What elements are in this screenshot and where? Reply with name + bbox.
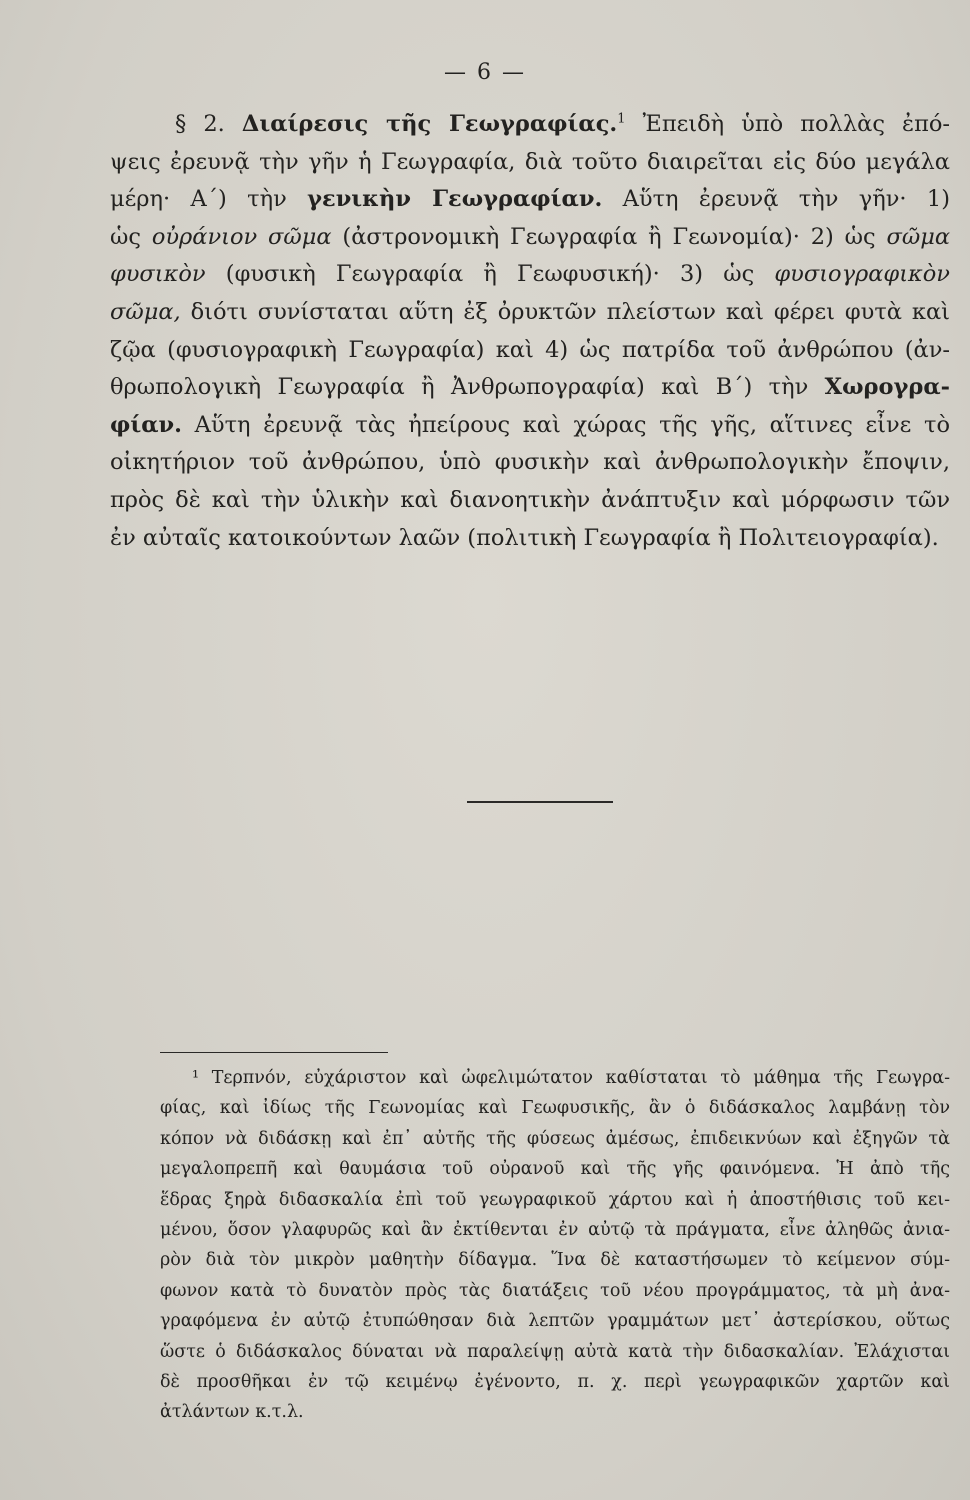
text-segment: (φυσικὴ Γεωγραφία ἢ Γεωφυσική)· 3) ὡς: [205, 261, 775, 288]
text-segment: φυσικὸν: [110, 261, 206, 288]
text-segment: ζῷα (φυσιογραφικὴ Γεωγραφία) καὶ 4) ὡς πατρίδα τοῦ ἀνθρώπου (ἀν-: [110, 336, 950, 363]
text-line: [110, 444, 950, 482]
text-line: [110, 181, 950, 219]
footnote-line: δὲ προσθῆκαι ἐν τῷ κειμένῳ ἐγένοντο, π. χ. περὶ γεωγραφικῶν χαρτῶν καὶ: [160, 1372, 950, 1393]
text-line: [110, 332, 950, 370]
text-segment: σῶμα,: [110, 298, 181, 325]
text-line: [110, 482, 950, 520]
text-segment: φίαν.: [110, 411, 183, 438]
text-segment: οὐράνιον σῶμα: [151, 223, 332, 250]
footnote-line: ρὸν διὰ τὸν μικρὸν μαθητὴν δίδαγμα. Ἵνα δὲ καταστήσωμεν τὸ κείμενον σύμ-: [160, 1250, 950, 1271]
footnote-line: κόπον νὰ διδάσκῃ καὶ ἐπ᾽ αὐτῆς τῆς φύσεως ἀμέσως, ἐπιδεικνύων καὶ ἐξηγῶν τὰ: [160, 1128, 950, 1149]
text-segment: οἰκητήριον τοῦ ἀνθρώπου, ὑπὸ φυσικὴν καὶ ἀνθρωπολογικὴν ἔποψιν,: [110, 449, 950, 476]
text-line: [110, 294, 950, 332]
text-segment: Αὕτη ἐρευνᾷ τὴν γῆν· 1): [602, 186, 950, 213]
text-segment: φυσιογραφικὸν: [774, 261, 950, 288]
footnote-marker: 1: [617, 111, 626, 127]
text-segment: Διαίρεσις τῆς Γεωγραφίας.: [241, 111, 618, 137]
text-segment: ἐν αὐταῖς κατοικούντων λαῶν (πολιτικὴ Γεωγραφία ἢ Πολιτειογραφία).: [110, 524, 939, 551]
footnote-line: φωνον κατὰ τὸ δυνατὸν πρὸς τὰς διατάξεις τοῦ νέου προγράμματος, τὰ μὴ ἀνα-: [160, 1280, 950, 1301]
text-segment: πρὸς δὲ καὶ τὴν ὑλικὴν καὶ διανοητικὴν ἀνάπτυξιν καὶ μόρφωσιν τῶν: [110, 486, 950, 513]
text-line: [110, 407, 950, 445]
footnote: [160, 1063, 950, 1428]
text-line: [110, 256, 950, 294]
text-line: [110, 144, 950, 182]
text-segment: Χωρογρα-: [824, 374, 950, 401]
footnote-line: ¹ Τερπνόν, εὐχάριστον καὶ ὠφελιμώτατον καθίσταται τὸ μάθημα τῆς Γεωγρα-: [192, 1068, 950, 1088]
page-number: — 6 —: [444, 60, 526, 85]
footnote-line: ἕδρας ξηρὰ διδασκαλία ἐπὶ τοῦ γεωγραφικοῦ χάρτου καὶ ἡ ἀποστήθισις τοῦ κει-: [160, 1189, 950, 1210]
text-segment: θρωπολογικὴ Γεωγραφία ἢ Ἀνθρωπογραφία) καὶ Β΄) τὴν: [110, 374, 825, 401]
text-segment: γενικὴν Γεωγραφίαν.: [307, 186, 603, 213]
text-segment: ψεις ἐρευνᾷ τὴν γῆν ἡ Γεωγραφία, διὰ τοῦτο διαιρεῖται εἰς δύο μεγάλα: [110, 148, 950, 175]
text-segment: διότι συνίσταται αὕτη ἐξ ὀρυκτῶν πλείστων καὶ φέρει φυτὰ καὶ: [180, 298, 950, 325]
footnote-line: μεγαλοπρεπῆ καὶ θαυμάσια τοῦ οὐρανοῦ καὶ τῆς γῆς φαινόμενα. Ἡ ἀπὸ τῆς: [160, 1159, 950, 1180]
text-line: [110, 219, 950, 257]
text-line: [110, 520, 950, 558]
text-segment: § 2.: [175, 111, 242, 137]
footnote-line: ὥστε ὁ διδάσκαλος δύναται νὰ παραλείψῃ αὐτὰ κατὰ τὴν διδασκαλίαν. Ἐλάχισται: [160, 1341, 950, 1362]
footnote-line: γραφόμενα ἐν αὐτῷ ἐτυπώθησαν διὰ λεπτῶν γραμμάτων μετ᾽ ἀστερίσκου, οὕτως: [160, 1311, 950, 1332]
text-line: [175, 106, 950, 144]
text-segment: ὡς: [110, 223, 152, 250]
text-segment: Αὕτη ἐρευνᾷ τὰς ἠπείρους καὶ χώρας τῆς γῆς, αἵτινες εἶνε τὸ: [182, 411, 950, 438]
text-segment: (ἀστρονομικὴ Γεωγραφία ἢ Γεωνομία)· 2) ὡς: [331, 223, 887, 250]
footnote-rule: [160, 1052, 388, 1053]
footnote-line: φίας, καὶ ἰδίως τῆς Γεωνομίας καὶ Γεωφυσικῆς, ἂν ὁ διδάσκαλος λαμβάνῃ τὸν: [160, 1098, 950, 1119]
footnote-line: μένου, ὅσον γλαφυρῶς καὶ ἂν ἐκτίθενται ἐν αὐτῷ τὰ πράγματα, εἶνε ἀληθῶς ἀνια-: [160, 1220, 950, 1241]
text-line: [110, 369, 950, 407]
text-segment: Ἐπειδὴ ὑπὸ πολλὰς ἐπό-: [625, 111, 951, 137]
text-segment: μέρη· Α΄) τὴν: [110, 186, 308, 213]
text-segment: σῶμα: [886, 223, 951, 250]
footnote-line: ἀτλάντων κ.τ.λ.: [160, 1402, 304, 1423]
section-divider: [467, 801, 613, 803]
section-text: [110, 106, 950, 557]
